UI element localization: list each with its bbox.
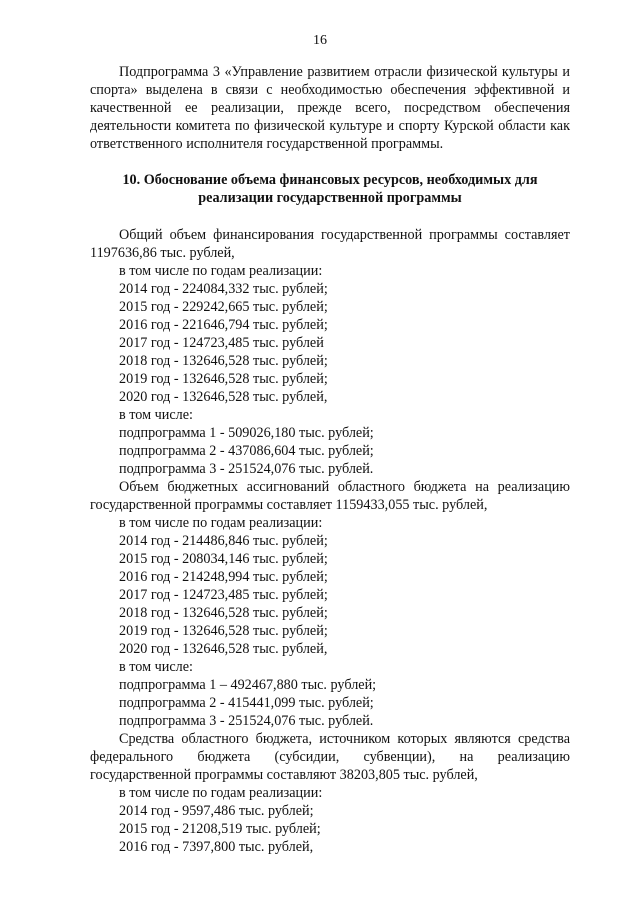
regional-year-item: 2020 год - 132646,528 тыс. рублей,: [119, 641, 328, 657]
page-number: 16: [313, 33, 327, 48]
regional-subprogram-item: подпрограмма 3 - 251524,076 тыс. рублей.: [119, 713, 374, 729]
total-by-year-label: в том числе по годам реализации:: [119, 263, 323, 279]
federal-year-item: 2016 год - 7397,800 тыс. рублей,: [119, 839, 314, 855]
federal-by-year-label: в том числе по годам реализации:: [119, 785, 323, 801]
regional-year-item: 2018 год - 132646,528 тыс. рублей;: [119, 605, 328, 621]
regional-budget-intro: Объем бюджетных ассигнований областного бюджета на реализацию государственной программы составляет 1159433,055 тыс. рублей,: [90, 479, 570, 513]
total-including-label: в том числе:: [119, 407, 193, 423]
regional-year-item: 2015 год - 208034,146 тыс. рублей;: [119, 551, 328, 567]
regional-subprogram-item: подпрограмма 2 - 415441,099 тыс. рублей;: [119, 695, 374, 711]
regional-year-item: 2019 год - 132646,528 тыс. рублей;: [119, 623, 328, 639]
regional-year-item: 2016 год - 214248,994 тыс. рублей;: [119, 569, 328, 585]
total-year-item: 2019 год - 132646,528 тыс. рублей;: [119, 371, 328, 387]
federal-year-item: 2014 год - 9597,486 тыс. рублей;: [119, 803, 314, 819]
federal-funds-intro: Средства областного бюджета, источником которых являются средства федерального бюджета (субсидии, субвенции), на реализацию государственной программы составляют 38203,805 тыс. рублей,: [90, 731, 570, 783]
total-year-item: 2015 год - 229242,665 тыс. рублей;: [119, 299, 328, 315]
regional-year-item: 2014 год - 214486,846 тыс. рублей;: [119, 533, 328, 549]
intro-paragraph: Подпрограмма 3 «Управление развитием отрасли физической культуры и спорта» выделена в связи с необходимостью обеспечения эффективной и качественной ее реализации, прежде всего, посредством обеспечения деятельности комитета по физической культуре и спорту Курской области как ответственного исполнителя государственной программы.: [90, 64, 570, 152]
regional-by-year-label: в том числе по годам реализации:: [119, 515, 323, 531]
section-heading: 10. Обоснование объема финансовых ресурсов, необходимых для реализации государственной программы: [122, 172, 538, 206]
total-financing-intro: Общий объем финансирования государственной программы составляет 1197636,86 тыс. рублей,: [90, 227, 570, 261]
total-subprogram-item: подпрограмма 2 - 437086,604 тыс. рублей;: [119, 443, 374, 459]
total-subprogram-item: подпрограмма 3 - 251524,076 тыс. рублей.: [119, 461, 374, 477]
regional-year-item: 2017 год - 124723,485 тыс. рублей;: [119, 587, 328, 603]
total-year-item: 2017 год - 124723,485 тыс. рублей: [119, 335, 324, 351]
regional-including-label: в том числе:: [119, 659, 193, 675]
total-year-item: 2016 год - 221646,794 тыс. рублей;: [119, 317, 328, 333]
federal-year-item: 2015 год - 21208,519 тыс. рублей;: [119, 821, 321, 837]
document-body: [90, 63, 570, 856]
total-year-item: 2014 год - 224084,332 тыс. рублей;: [119, 281, 328, 297]
total-year-item: 2018 год - 132646,528 тыс. рублей;: [119, 353, 328, 369]
total-year-item: 2020 год - 132646,528 тыс. рублей,: [119, 389, 328, 405]
regional-subprogram-item: подпрограмма 1 – 492467,880 тыс. рублей;: [119, 677, 377, 693]
total-subprogram-item: подпрограмма 1 - 509026,180 тыс. рублей;: [119, 425, 374, 441]
